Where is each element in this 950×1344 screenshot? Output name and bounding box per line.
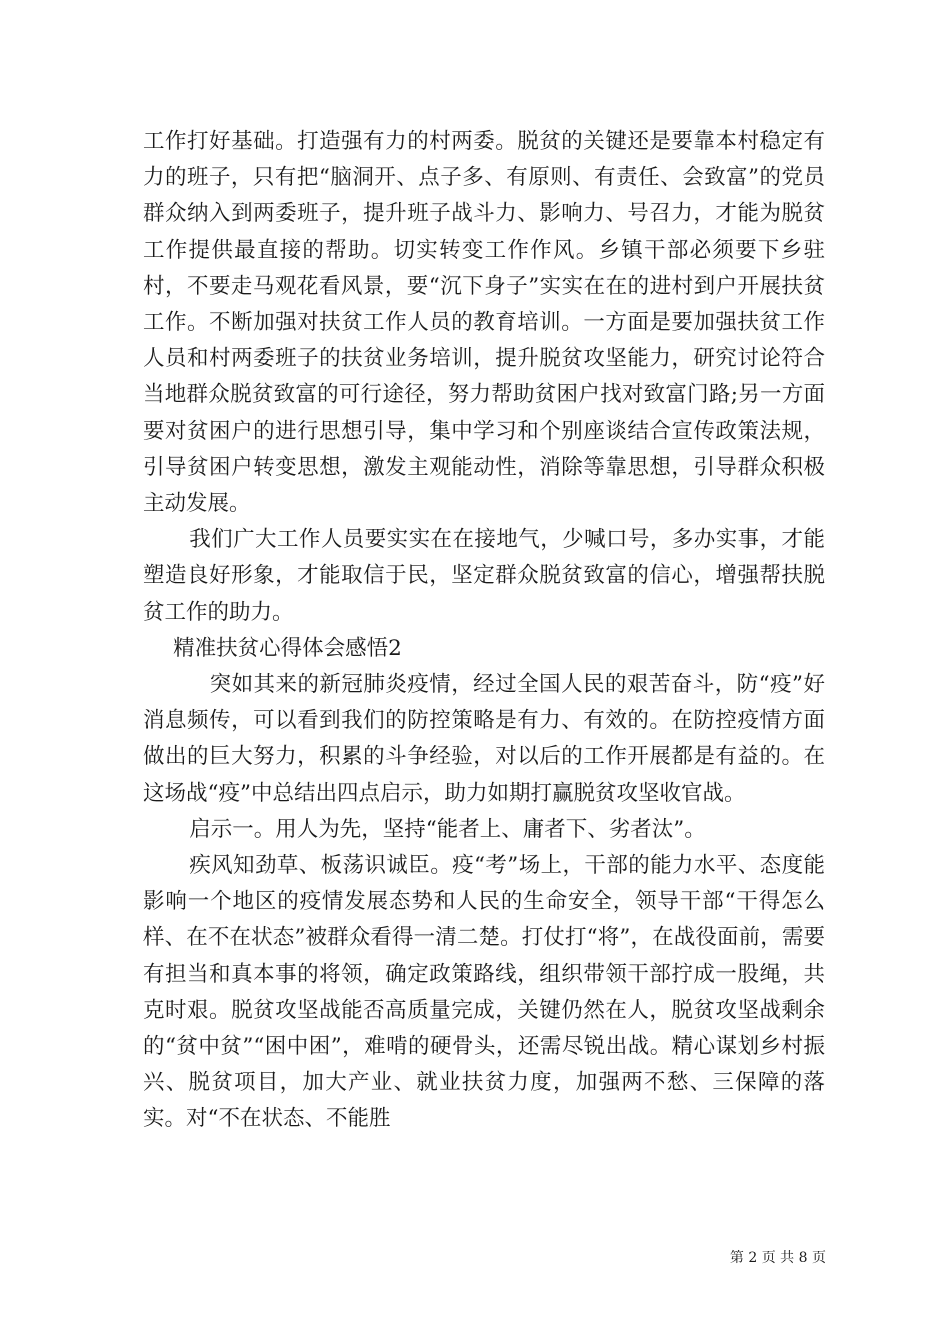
paragraph: 我们广大工作人员要实实在在接地气，少喊口号，多办实事，才能塑造良好形象，才能取信于民，坚定群众脱贫致富的信心，增强帮扶脱贫工作的助力。 xyxy=(143,527,825,625)
paragraph-continued: 工作打好基础。打造强有力的村两委。脱贫的关键还是要靠本村稳定有力的班子，只有把“脑洞开、点子多、有原则、有责任、会致富”的党员群众纳入到两委班子，提升班子战斗力、影响力、号召力，才能为脱贫工作提供最直接的帮助。切实转变工作作风。乡镇干部必须要下乡驻村，不要走马观花看风景，要“沉下身子”实实在在的进村到户开展扶贫工作。不断加强对扶贫工作人员的教育培训。一方面是要加强扶贫工作人员和村两委班子的扶贫业务培训，提升脱贫攻坚能力，研究讨论符合当地群众脱贫致富的可行途径，努力帮助贫困户找对致富门路;另一方面要对贫困户的进行思想引导，集中学习和个别座谈结合宣传政策法规，引导贫困户转变思想，激发主观能动性，消除等靠思想，引导群众积极主动发展。 xyxy=(143,129,825,517)
paragraph-subheading: 启示一。用人为先，坚持“能者上、庸者下、劣者汰”。 xyxy=(189,816,706,842)
section-heading: 精准扶贫心得体会感悟2 xyxy=(173,635,402,661)
document-body xyxy=(143,124,825,1138)
page-number-footer: 第 2 页 共 8 页 xyxy=(729,1250,826,1266)
paragraph: 突如其来的新冠肺炎疫情，经过全国人民的艰苦奋斗，防“疫”好消息频传，可以看到我们的防控策略是有力、有效的。在防控疫情方面做出的巨大努力，积累的斗争经验，对以后的工作开展都是有益的。在这场战“疫”中总结出四点启示，助力如期打赢脱贫攻坚收官战。 xyxy=(143,672,825,806)
paragraph: 疾风知劲草、板荡识诚臣。疫“考”场上，干部的能力水平、态度能影响一个地区的疫情发展态势和人民的生命安全，领导干部“干得怎么样、在不在状态”被群众看得一清二楚。打仗打“将”，在战役面前，需要有担当和真本事的将领，确定政策路线，组织带领干部拧成一股绳，共克时艰。脱贫攻坚战能否高质量完成，关键仍然在人，脱贫攻坚战剩余的“贫中贫”“困中困”，难啃的硬骨头，还需尽锐出战。精心谋划乡村振兴、脱贫项目，加大产业、就业扶贫力度，加强两不愁、三保障的落实。对“不在状态、不能胜 xyxy=(143,853,825,1132)
